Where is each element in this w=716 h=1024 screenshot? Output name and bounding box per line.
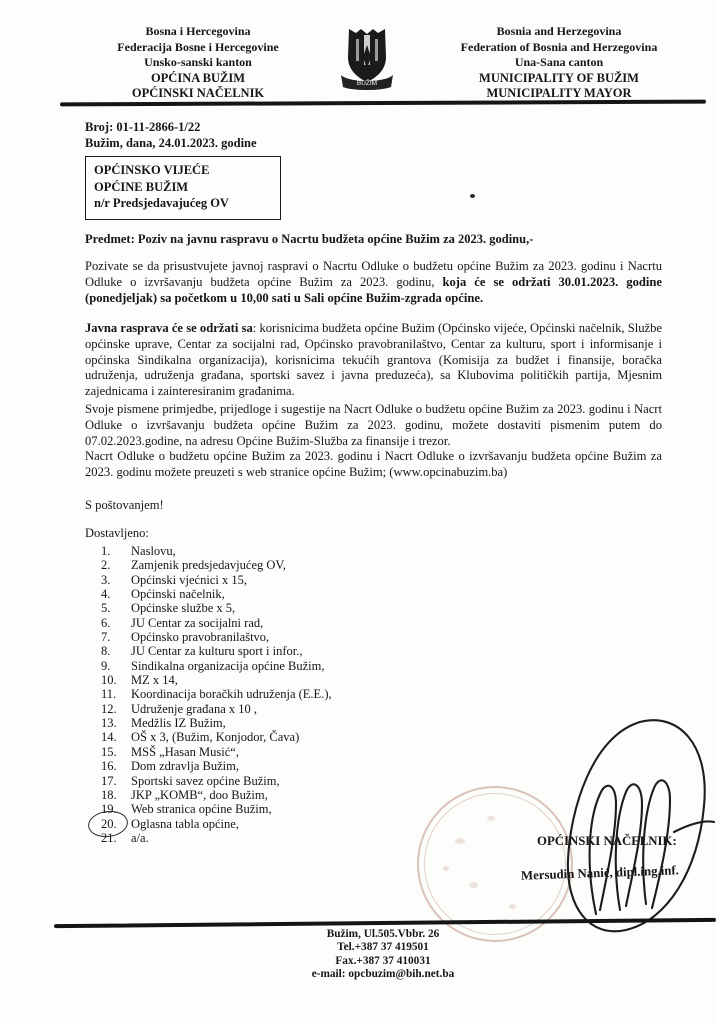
item-number: 7. <box>101 630 111 645</box>
item-text: JU Centar za socijalni rad, <box>131 615 264 630</box>
recipient-line: OPĆINE BUŽIM <box>94 179 189 194</box>
list-item <box>85 831 332 845</box>
list-item <box>85 544 332 558</box>
item-text: Općinsko pravobranilaštvo, <box>131 630 270 645</box>
item-text: Sindikalna organizacija općine Bužim, <box>131 658 325 673</box>
list-item <box>85 616 332 630</box>
place-and-date: Bužim, dana, 24.01.2023. godine <box>85 136 257 150</box>
mayor-office-name: OPĆINSKI NAČELNIK <box>131 86 265 100</box>
item-number: 8. <box>101 644 111 659</box>
list-item <box>85 687 332 701</box>
item-number: 4. <box>101 587 111 602</box>
item-number: 19. <box>101 802 117 817</box>
item-number: 10. <box>101 673 117 688</box>
item-number: 11. <box>101 687 117 702</box>
distribution-items <box>85 544 332 845</box>
list-item <box>85 716 332 730</box>
paragraph-invitation <box>85 259 662 306</box>
list-item <box>85 745 332 759</box>
stamp-ink-blotch <box>509 904 516 909</box>
stamp-ink-blotch <box>443 866 449 871</box>
list-item <box>85 759 332 773</box>
item-text: Općinski načelnik, <box>131 587 225 602</box>
coat-of-arms-icon <box>339 27 395 97</box>
footer-email: e-mail: opcbuzim@bih.net.ba <box>311 967 455 980</box>
list-item <box>85 730 332 744</box>
paragraph-text: Svoje pismene primjedbe, prijedloge i sugestije na Nacrt Odluke o budžetu općine Bužim za 2023. godinu i Nacrt Odluke o izvršavanju budžeta općine Bužim za 2023. godinu, možete dostaviti pismenim putem do 07.02.2023.godine, na adresu Općine Bužim-Služba za finansije i trezor. <box>85 402 662 448</box>
list-item <box>85 558 332 572</box>
paragraph-text: Pozivate se da prisustvujete javnoj raspravi o Nacrtu Odluke o budžetu općine Bužim za 2023. godinu i Nacrtu Odluke o izvršavanju budžeta općine Bužim za 2023. godinu, <box>85 259 662 289</box>
distribution-list <box>85 526 332 845</box>
stamp-ink-blotch <box>469 882 478 888</box>
item-text: Oglasna tabla općine, <box>131 816 239 831</box>
footer-divider <box>54 918 716 928</box>
subject-line: Predmet: Poziv na javnu raspravu o Nacrtu budžeta općine Bužim za 2023. godinu,- <box>85 232 534 246</box>
paragraph-text: Nacrt Odluke o budžetu općine Bužim za 2023. godinu i Nacrt Odluke o izvršavanju budžeta općine Bužim za 2023. godinu možete preuzeti s web stranice općine Bužim; (www.opcinabuzim.ba) <box>85 449 662 480</box>
item-number: 18. <box>101 787 117 802</box>
paragraph-participants <box>85 321 662 400</box>
item-text: Naslovu, <box>131 544 176 558</box>
item-text: MZ x 14, <box>131 673 178 688</box>
item-text: Dom zdravlja Bužim, <box>131 759 239 774</box>
closing-salutation: S poštovanjem! <box>85 498 164 512</box>
list-item <box>85 573 332 587</box>
item-text: JKP „KOMB“, doo Bužim, <box>131 787 268 802</box>
item-number: 6. <box>101 615 111 630</box>
header-institution-english <box>420 24 698 102</box>
item-number: 1. <box>101 544 111 558</box>
list-item <box>85 630 332 644</box>
paragraph-remarks <box>85 402 662 481</box>
item-number: 20. <box>101 816 117 831</box>
item-text: Medžlis IZ Bužim, <box>131 716 226 731</box>
header-line: Bosnia and Herzegovina <box>496 24 622 38</box>
emblem-banner-text: BUŽIM <box>356 80 378 87</box>
item-number: 2. <box>101 558 111 573</box>
list-item <box>85 774 332 788</box>
header-line: Unsko-sanski kanton <box>144 55 252 69</box>
mayor-office-name-en: MUNICIPALITY MAYOR <box>486 86 632 100</box>
item-text: Sportski savez općine Bužim, <box>131 773 280 788</box>
item-text: MSŠ „Hasan Musić“, <box>131 744 239 759</box>
item-number: 3. <box>101 572 111 587</box>
item-text: Web stranica općine Bužim, <box>131 802 272 817</box>
item-number: 17. <box>101 773 117 788</box>
item-number: 21. <box>101 830 117 845</box>
item-number: 9. <box>101 658 111 673</box>
stamp-ink-blotch <box>487 816 495 821</box>
stamp-ink-blotch <box>455 838 465 844</box>
municipality-name: OPĆINA BUŽIM <box>150 70 246 85</box>
distribution-title: Dostavljeno: <box>85 526 149 540</box>
signer-title: OPĆINSKI NAČELNIK: <box>537 834 677 848</box>
paragraph-lead-bold: Javna rasprava će se održati sa <box>85 321 253 335</box>
recipient-line: n/r Predsjedavajućeg OV <box>94 196 229 210</box>
list-item <box>85 659 332 673</box>
reference-block <box>85 119 257 151</box>
list-item <box>85 587 332 601</box>
header-line: Federacija Bosne i Hercegovine <box>117 39 279 54</box>
recipient-line: OPĆINSKO VIJEĆE <box>94 163 210 177</box>
item-text: JU Centar za kulturu sport i infor., <box>131 644 303 659</box>
header-line: Federation of Bosnia and Herzegovina <box>460 39 658 54</box>
footer-contact-block <box>263 928 503 981</box>
protocol-number: Broj: 01-11-2866-1/22 <box>85 120 201 134</box>
handwritten-signature <box>528 714 716 940</box>
item-text: Općinske službe x 5, <box>131 601 236 616</box>
list-item <box>85 788 332 802</box>
stamp-inner-ring <box>424 793 566 935</box>
item-number: 14. <box>101 730 117 745</box>
scan-artifact-dot <box>470 194 475 198</box>
item-number: 5. <box>101 601 111 616</box>
item-number: 13. <box>101 716 117 731</box>
paragraph-text-bold: koja će se održati 30.01.2023. godine (ponedjeljak) sa početkom u 10,00 sati u Sali općine Bužim-zgrada općine. <box>85 274 663 305</box>
item-text: Koordinacija boračkih udruženja (E.E.), <box>131 687 332 702</box>
item-text: a/a. <box>131 830 149 845</box>
list-item <box>85 601 332 615</box>
signer-name: Mersudin Nanić, dipl.ing.inf. <box>520 863 680 883</box>
item-number: 12. <box>101 701 117 716</box>
header-institution-bosnian <box>62 24 334 102</box>
recipient-box <box>85 156 281 220</box>
item-text: Udruženje građana x 10 , <box>131 701 257 716</box>
item-text: OŠ x 3, (Bužim, Konjodor, Čava) <box>131 730 300 745</box>
paragraph-text: : korisnicima budžeta općine Bužim (Općinsko vijeće, Općinski načelnik, Službe općinske uprave, Centar za socijalni rad, Općinsko pravobranilaštvo, Centar za kulturu, sport i informisanje i općinska Sindikalna organizacija), korisnicima tekućih grantova (Komisija za budžet i finansije, boračka udruženja, udruženja građana, sportski savez i javna preduzeća), sa Klubovima političkih partija, Mjesnim zajednicama i zainteresiranim građanima. <box>85 321 662 399</box>
header-line: Una-Sana canton <box>514 55 604 69</box>
list-item <box>85 644 332 658</box>
footer-fax: Fax.+387 37 410031 <box>335 954 431 967</box>
item-text: Općinski vjećnici x 15, <box>131 572 247 587</box>
footer-address: Bužim, Ul.505.Vbbr. 26 <box>326 928 440 940</box>
list-item <box>85 702 332 716</box>
item-number: 15. <box>101 744 117 759</box>
item-number: 16. <box>101 759 117 774</box>
list-item <box>85 673 332 687</box>
item-text: Zamjenik predsjedavjućeg OV, <box>131 558 286 573</box>
footer-phone: Tel.+387 37 419501 <box>337 941 429 954</box>
municipality-name-en: MUNICIPALITY OF BUŽIM <box>479 70 639 85</box>
header-line: Bosna i Hercegovina <box>145 24 251 38</box>
